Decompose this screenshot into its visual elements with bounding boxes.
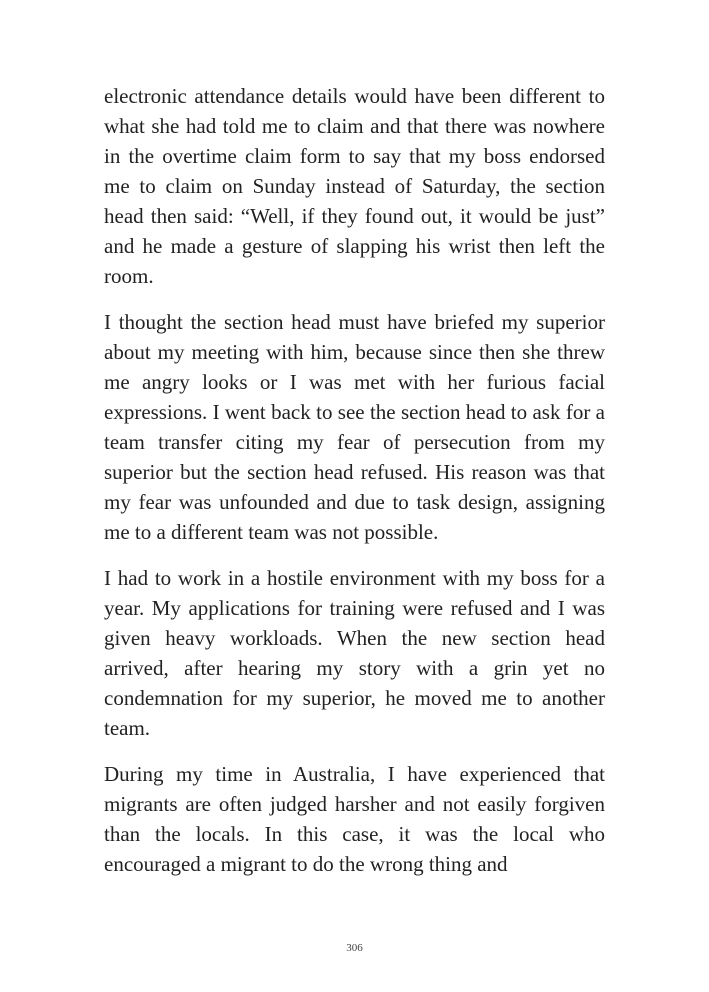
body-text	[104, 81, 605, 895]
paragraph-4: During my time in Australia, I have experienced that migrants are often judged harsher and not easily forgiven than the locals. In this case, it was the local who encouraged a migrant to do the wrong thing and	[104, 762, 605, 876]
paragraph-2: I thought the section head must have briefed my superior about my meeting with him, because since then she threw me angry looks or I was met with her furious facial expressions. I went back to see the section head to ask for a team transfer citing my fear of persecution from my superior but the section head refused. His reason was that my fear was unfounded and due to task design, assigning me to a different team was not possible.	[104, 310, 605, 544]
paragraph-1: electronic attendance details would have been different to what she had told me to claim and that there was nowhere in the overtime claim form to say that my boss endorsed me to claim on Sunday instead of Saturday, the section head then said: “Well, if they found out, it would be just” and he made a gesture of slapping his wrist then left the room.	[104, 84, 605, 288]
paragraph-3: I had to work in a hostile environment with my boss for a year. My applications for training were refused and I was given heavy workloads. When the new section head arrived, after hearing my story with a grin yet no condemnation for my superior, he moved me to another team.	[104, 566, 605, 740]
page-number: 306	[346, 942, 363, 954]
